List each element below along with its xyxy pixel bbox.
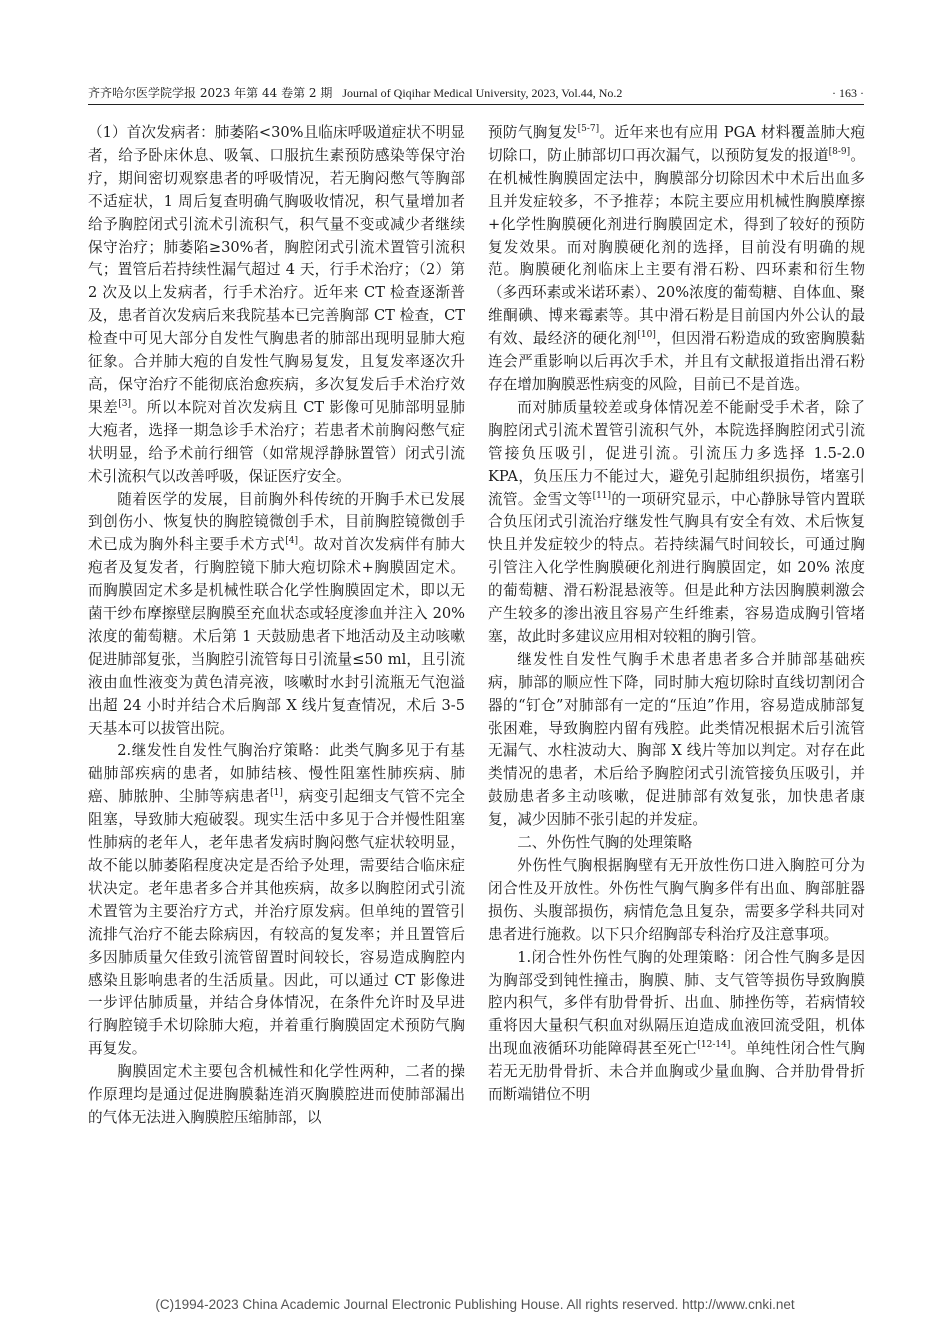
paragraph — [88, 122, 465, 489]
paragraph — [488, 649, 865, 832]
paragraph — [488, 122, 865, 397]
text-run: （1）首次发病者：肺萎陷<30%且临床呼吸道症状不明显者，给予卧床休息、吸氧、口服抗生素预防感染等保守治疗，期间密切观察患者的呼吸情况，若无胸闷憋气等胸部不适症状，1 周后复查明确气胸吸收情况，积气量增加者给予胸腔闭式引流术引流积气，积气量不变或减少者继续保守治疗；肺萎陷≥30%者，胸腔闭式引流术置管引流积气；置管后若持续性漏气超过 4 天，行手术治疗；（2）第 2 次及以上发病者，行手术治疗。近年来 CT 检查逐渐普及，患者首次发病后来我院基本已完善胸部 CT 检查，CT 检查中可见大部分自发性气胸患者的肺部出现明显肺大疱征象。合并肺大疱的自发性气胸易复发，且复发率逐次升高，保守治疗不能彻底治愈疾病，多次复发后手术治疗效果差 — [88, 124, 465, 416]
text-run: 。单纯性闭合性气胸若无无肋骨骨折、未合并血胸或少量血胸、合并肋骨骨折而断端错位不明 — [488, 1040, 865, 1104]
text-run: 胸膜固定术主要包含机械性和化学性两种，二者的操作原理均是通过促进胸膜黏连消灭胸膜腔进而使肺部漏出的气体无法进入胸膜腔压缩肺部，以 — [88, 1063, 465, 1126]
text-run: ，病变引起细支气管不完全阻塞，导致肺大疱破裂。现实生活中多见于合并慢性阻塞性肺病的老年人，老年患者发病时胸闷憋气症状较明显，故不能以肺萎陷程度决定是否给予处理，需要结合临床症状决定。老年患者多合并其他疾病，故多以胸腔闭式引流术置管为主要治疗方式，并治疗原发病。但单纯的置管引流排气治疗不能去除病因，有较高的复发率；并且置管后多因肺质量欠佳致引流管留置时间较长，容易造成胸腔内感染且影响患者的生活质量。因此，可以通过 CT 影像进一步评估肺质量，并结合身体情况，在条件允许时及早进行胸腔镜手术切除肺大疱，并着重行胸膜固定术预防气胸再复发。 — [88, 788, 465, 1058]
paragraph — [488, 397, 865, 649]
citation-mark: [4] — [285, 536, 299, 547]
right-column — [488, 122, 865, 1107]
text-run: 二、外伤性气胸的处理策略 — [517, 834, 693, 852]
citation-mark: [5-7] — [577, 124, 600, 135]
text-run: 。故对首次发病伴有肺大疱者及复发者，行胸腔镜下肺大疱切除术+胸膜固定术。而胸膜固定术多是机械性联合化学性胸膜固定术，即以无菌干纱布摩擦壁层胸膜至充血状态或轻度渗血并注入 20%浓度的葡萄糖。术后第 1 天鼓励患者下地活动及主动咳嗽促进肺部复张，当胸腔引流管每日引流量≤50 ml，且引流液由血性液变为黄色清亮液，咳嗽时水封引流瓶无气泡溢出超 24 小时并结合术后胸部 X 线片复查情况，术后 3-5 天基本可以拔管出院。 — [88, 536, 465, 737]
page-number: · 163 · — [832, 86, 864, 100]
text-run: 2.继发性自发性气胸治疗策略：此类气胸多见于有基础肺部疾病的患者，如肺结核、慢性阻塞性肺疾病、肺癌、肺脓肿、尘肺等病患者 — [88, 742, 465, 806]
text-run: 。近年来也有应用 PGA 材料覆盖肺大疱切除口，防止肺部切口再次漏气，以预防复发的报道 — [488, 124, 865, 164]
journal-title — [88, 82, 622, 104]
paragraph — [488, 832, 865, 855]
text-run: 外伤性气胸根据胸壁有无开放性伤口进入胸腔可分为闭合性及开放性。外伤性气胸气胸多伴有出血、胸部脏器损伤、头腹部损伤，病情危急且复杂，需要多学科共同对患者进行施救。以下只介绍胸部专科治疗及注意事项。 — [488, 857, 865, 943]
journal-title-cn: 齐齐哈尔医学院学报 2023 年第 44 卷第 2 期 — [88, 86, 333, 100]
citation-mark: [10] — [637, 330, 656, 341]
citation-mark: [1] — [270, 788, 283, 799]
paragraph — [88, 740, 465, 1061]
paragraph — [488, 947, 865, 1107]
running-header — [88, 82, 864, 105]
text-run: 的一项研究显示，中心静脉导管内置联合负压闭式引流治疗继发性气胸具有安全有效、术后恢复快且并发症较少的特点。若持续漏气时间较长，可通过胸引管注入化学性胸膜硬化剂进行胸膜固定，如 20% 浓度的葡萄糖、滑石粉混悬液等。但是此种方法因胸膜刺激会产生较多的渗出液且容易产生纤维素，容易造成胸引管堵塞，故此时多建议应用相对较粗的胸引管。 — [488, 490, 865, 645]
copyright-footer: (C)1994-2023 China Academic Journal Electronic Publishing House. All rights reserved. http://www.cnki.net — [155, 1297, 795, 1312]
left-column — [88, 122, 465, 1130]
citation-mark: [3] — [118, 399, 132, 410]
journal-title-en: Journal of Qiqihar Medical University, 2023, Vol.44, No.2 — [342, 86, 623, 100]
text-run: 继发性自发性气胸手术患者患者多合并肺部基础疾病，肺部的顺应性下降，同时肺大疱切除时直线切割闭合器的“钉仓”对肺部有一定的“压迫”作用，容易造成肺部复张困难，导致胸腔内留有残腔。此类情况根据术后引流管无漏气、水柱波动大、胸部 X 线片等加以判定。对存在此类情况的患者，术后给予胸腔闭式引流管接负压吸引，并鼓励患者多主动咳嗽，促进肺部有效复张，加快患者康复，减少因肺不张引起的并发症。 — [488, 650, 865, 829]
text-run: ，但因滑石粉造成的致密胸膜黏连会严重影响以后再次手术，并且有文献报道指出滑石粉存在增加胸膜恶性病变的风险，目前已不是首选。 — [488, 330, 865, 393]
paragraph — [488, 855, 865, 947]
text-run: 1.闭合性外伤性气胸的处理策略：闭合性气胸多是因为胸部受到钝性撞击，胸膜、肺、支气管等损伤导致胸膜腔内积气，多伴有肋骨骨折、出血、肺挫伤等，若病情较重将因大量积气积血对纵隔压迫造成血液回流受阻，机体出现血液循环功能障碍甚至死亡 — [488, 948, 865, 1058]
paragraph — [88, 1061, 465, 1130]
citation-mark: [8-9] — [828, 147, 851, 158]
text-run: 。所以本院对首次发病且 CT 影像可见肺部明显肺大疱者，选择一期急诊手术治疗；若患者术前胸闷憋气症状明显，给予术前行细管（如常规浮静脉置管）闭式引流术引流积气以改善呼吸，保证医疗安全。 — [88, 398, 465, 485]
text-run: 而对肺质量较差或身体情况差不能耐受手术者，除了胸腔闭式引流术置管引流积气外，本院选择胸腔闭式引流管接负压吸引，促进引流。引流压力多选择 1.5-2.0 KPA，负压压力不能过大，避免引起肺组织损伤，堵塞引流管。金雪文等 — [488, 398, 865, 508]
citation-mark: [11] — [592, 490, 612, 501]
text-run: 预防气胸复发 — [488, 124, 578, 141]
citation-mark: [12-14] — [697, 1040, 731, 1051]
text-run: 。在机械性胸膜固定法中，胸膜部分切除因术中术后出血多且并发症较多，不予推荐；本院主要应用机械性胸膜摩擦+化学性胸膜硬化剂进行胸膜固定术，得到了较好的预防复发效果。而对胸膜硬化剂的选择，目前没有明确的规范。胸膜硬化剂临床上主要有滑石粉、四环素和衍生物（多西环素或米诺环素）、20%浓度的葡萄糖、自体血、聚维酮碘、博来霉素等。其中滑石粉是目前国内外公认的最有效、最经济的硬化剂 — [488, 146, 865, 348]
text-run: 随着医学的发展，目前胸外科传统的开胸手术已发展到创伤小、恢复快的胸腔镜微创手术，目前胸腔镜微创手术已成为胸外科主要手术方式 — [88, 490, 465, 554]
paragraph — [88, 489, 465, 741]
